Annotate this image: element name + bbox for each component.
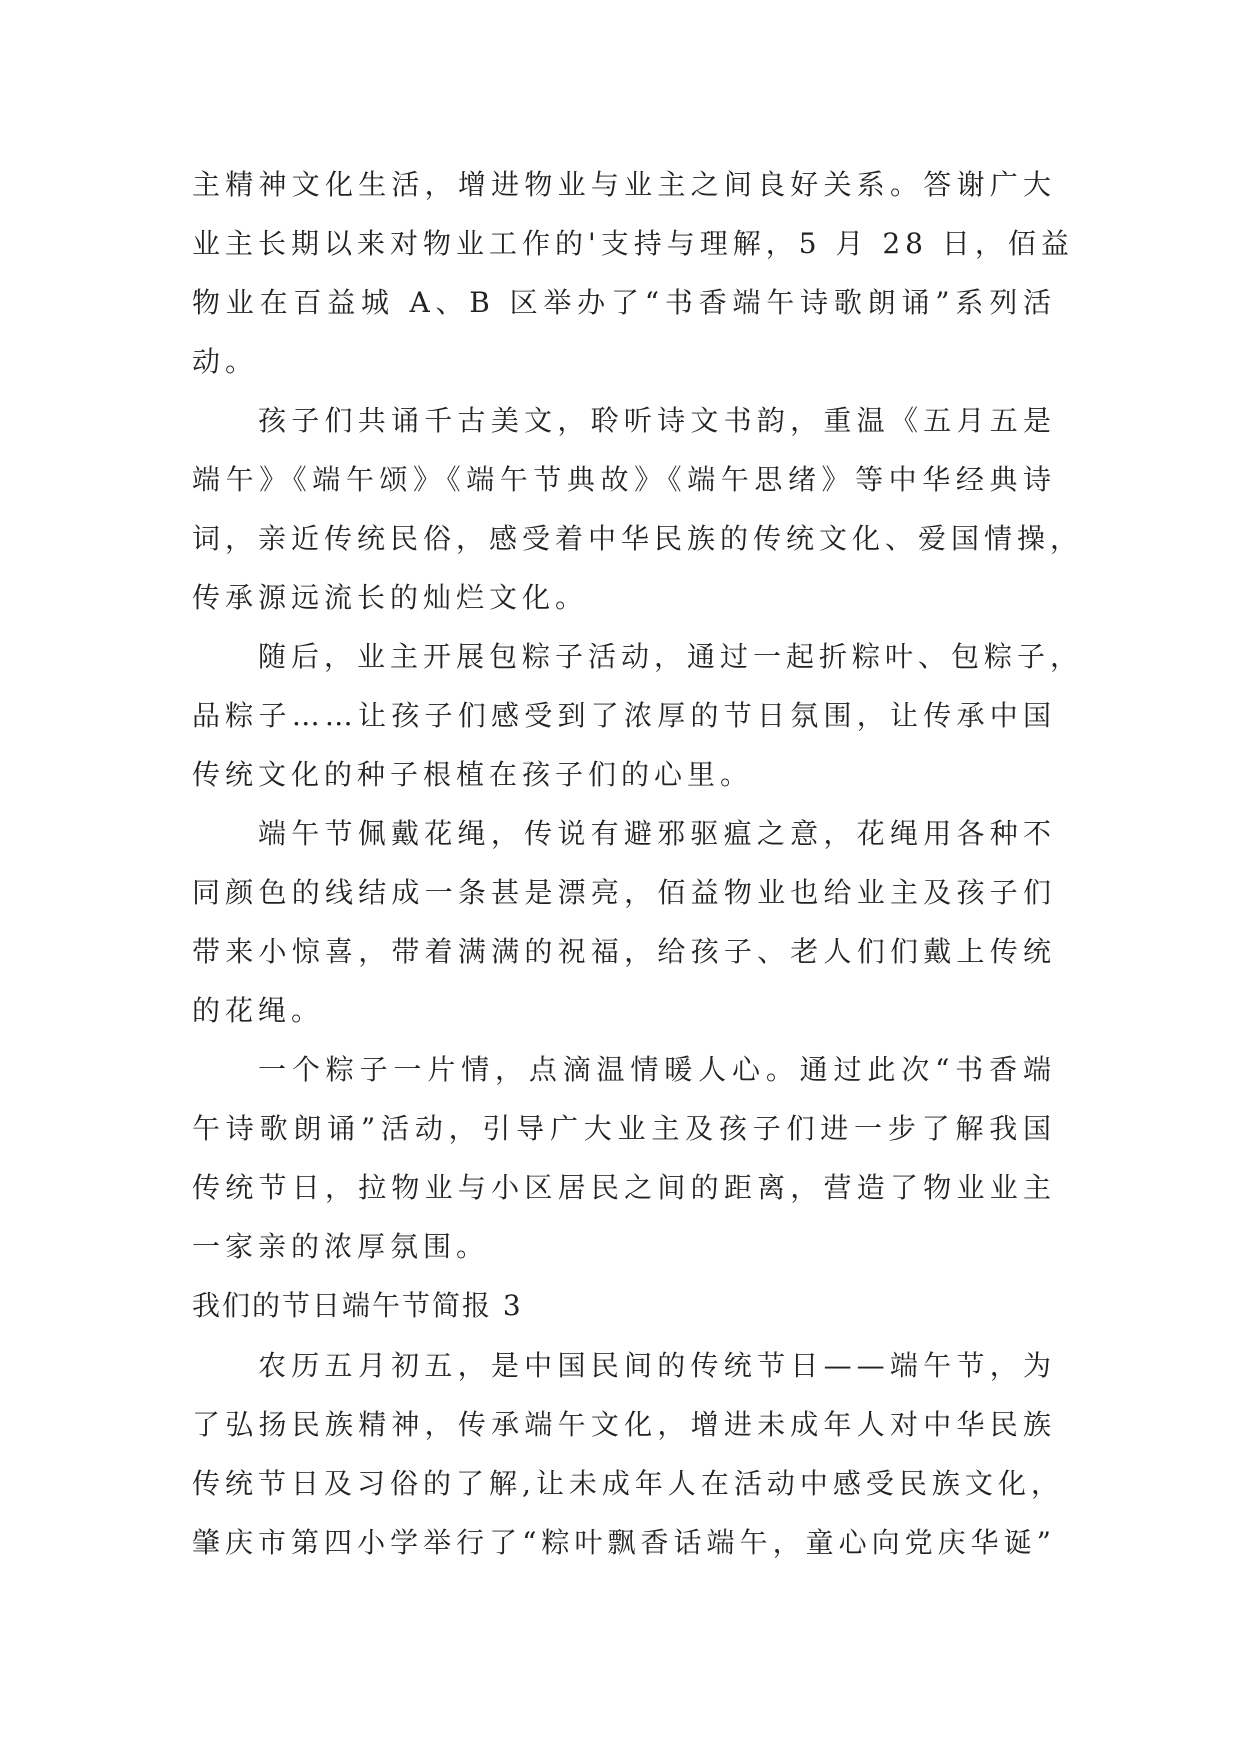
text-line: 物业在百益城 A、B 区举办了“书香端午诗歌朗诵”系列活 [192,286,1056,319]
paragraph [192,627,1084,804]
section-heading: 我们的节日端午节简报 3 [192,1289,523,1322]
text-line: 农历五月初五，是中国民间的传统节日——端午节，为 [258,1349,1056,1382]
text-line: 同颜色的线结成一条甚是漂亮，佰益物业也给业主及孩子们 [192,876,1056,909]
text-line: 主精神文化生活，增进物业与业主之间良好关系。答谢广大 [192,168,1056,201]
text-line: 一家亲的浓厚氛围。 [192,1230,490,1263]
text-line: 肇庆市第四小学举行了“粽叶飘香话端午，童心向党庆华诞” [192,1526,1056,1559]
text-line: 带来小惊喜，带着满满的祝福，给孩子、老人们们戴上传统 [192,935,1056,968]
text-line: 端午》《端午颂》《端午节典故》《端午思绪》等中华经典诗 [192,463,1056,496]
text-line: 品粽子……让孩子们感受到了浓厚的节日氛围，让传承中国 [192,699,1056,732]
text-line: 端午节佩戴花绳，传说有避邪驱瘟之意，花绳用各种不 [258,817,1056,850]
text-line: 的花绳。 [192,994,325,1027]
text-line: 传承源远流长的灿烂文化。 [192,581,589,614]
text-line: 随后，业主开展包粽子活动，通过一起折粽叶、包粽子， [258,640,1084,673]
text-line: 传统节日，拉物业与小区居民之间的距离，营造了物业业主 [192,1171,1056,1204]
text-line: 午诗歌朗诵”活动，引导广大业主及孩子们进一步了解我国 [192,1112,1056,1145]
paragraph [192,391,1084,627]
text-line: 一个粽子一片情，点滴温情暖人心。通过此次“书香端 [258,1053,1056,1086]
text-line: 孩子们共诵千古美文，聆听诗文书韵，重温《五月五是 [258,404,1056,437]
text-line: 动。 [192,345,259,378]
text-line: 了弘扬民族精神，传承端午文化，增进未成年人对中华民族 [192,1408,1056,1441]
document-body [192,155,1084,1572]
text-line: 业主长期以来对物业工作的'支持与理解，5 月 28 日，佰益 [192,227,1074,260]
text-line: 词，亲近传统民俗，感受着中华民族的传统文化、爱国情操， [192,522,1084,555]
text-line: 传统文化的种子根植在孩子们的心里。 [192,758,754,791]
paragraph [192,155,1074,391]
paragraph [192,1336,1064,1572]
text-line: 传统节日及习俗的了解,让未成年人在活动中感受民族文化， [192,1467,1064,1500]
paragraph [192,1040,1056,1276]
paragraph [192,804,1056,1040]
